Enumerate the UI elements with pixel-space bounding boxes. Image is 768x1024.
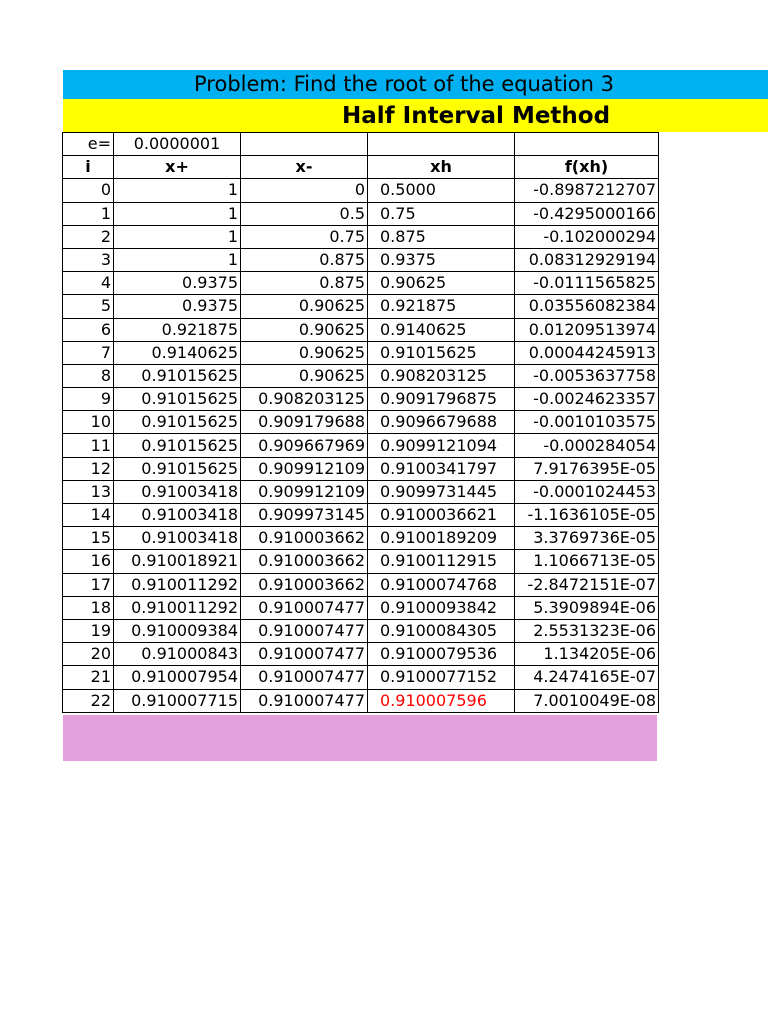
cell-i[interactable]: 19 (63, 619, 114, 642)
cell-i[interactable]: 15 (63, 527, 114, 550)
table-row (63, 411, 659, 434)
cell-xminus[interactable]: 0.910003662 (241, 527, 368, 550)
cell-i[interactable]: 22 (63, 689, 114, 712)
cell-xminus[interactable]: 0.910003662 (241, 573, 368, 596)
cell-xplus[interactable]: 0.91015625 (114, 457, 241, 480)
cell-xminus[interactable]: 0.90625 (241, 364, 368, 387)
cell-xminus[interactable]: 0.90625 (241, 295, 368, 318)
table-row (63, 341, 659, 364)
cell-xh[interactable]: 0.875 (368, 225, 515, 248)
cell-xminus[interactable]: 0.910007477 (241, 666, 368, 689)
cell-xminus[interactable]: 0.910007477 (241, 689, 368, 712)
cell-xh[interactable]: 0.9100077152 (368, 666, 515, 689)
cell-fxh[interactable]: -0.0111565825 (515, 272, 659, 295)
header-fxh[interactable]: f(xh) (515, 156, 659, 179)
cell-xplus[interactable]: 0.91015625 (114, 411, 241, 434)
cell-xminus[interactable]: 0.90625 (241, 318, 368, 341)
table-row (63, 480, 659, 503)
cell-i[interactable]: 12 (63, 457, 114, 480)
cell-i[interactable]: 4 (63, 272, 114, 295)
cell-i[interactable]: 1 (63, 202, 114, 225)
table-row (63, 643, 659, 666)
cell-fxh[interactable]: -0.000284054 (515, 434, 659, 457)
cell-fxh[interactable]: -0.4295000166 (515, 202, 659, 225)
cell-fxh[interactable]: 7.0010049E-08 (515, 689, 659, 712)
cell-xh[interactable]: 0.9100341797 (368, 457, 515, 480)
table-row (63, 248, 659, 271)
cell-fxh[interactable]: 2.5531323E-06 (515, 619, 659, 642)
cell-fxh[interactable]: -0.8987212707 (515, 179, 659, 202)
cell-xplus[interactable]: 0.910018921 (114, 550, 241, 573)
cell-xplus[interactable]: 1 (114, 225, 241, 248)
cell-xplus[interactable]: 0.91003418 (114, 504, 241, 527)
table-row (63, 318, 659, 341)
header-row (63, 156, 659, 179)
problem-banner (63, 70, 768, 99)
cell-i[interactable]: 6 (63, 318, 114, 341)
cell-xminus[interactable]: 0 (241, 179, 368, 202)
cell-xh[interactable]: 0.9375 (368, 248, 515, 271)
header-xplus[interactable]: x+ (114, 156, 241, 179)
cell-xplus[interactable]: 0.91015625 (114, 364, 241, 387)
table-row (63, 689, 659, 712)
cell-xminus[interactable]: 0.910007477 (241, 619, 368, 642)
table-row (63, 202, 659, 225)
cell-fxh[interactable]: -0.0024623357 (515, 388, 659, 411)
cell-xminus[interactable]: 0.910003662 (241, 550, 368, 573)
cell-fxh[interactable]: 5.3909894E-06 (515, 596, 659, 619)
cell-i[interactable]: 10 (63, 411, 114, 434)
method-title: Half Interval Method (342, 103, 611, 129)
cell-fxh[interactable]: 0.08312929194 (515, 248, 659, 271)
cell-xplus[interactable]: 0.9140625 (114, 341, 241, 364)
cell-xh[interactable]: 0.75 (368, 202, 515, 225)
cell-i[interactable]: 21 (63, 666, 114, 689)
method-banner (63, 99, 768, 132)
cell-fxh[interactable]: -2.8472151E-07 (515, 573, 659, 596)
cell-fxh[interactable]: 3.3769736E-05 (515, 527, 659, 550)
cell-xh[interactable]: 0.9099121094 (368, 434, 515, 457)
cell-xh[interactable]: 0.921875 (368, 295, 515, 318)
cell-fxh[interactable]: 1.1066713E-05 (515, 550, 659, 573)
cell-xminus[interactable]: 0.909179688 (241, 411, 368, 434)
cell-xh[interactable]: 0.910007596 (368, 689, 515, 712)
cell-fxh[interactable]: 0.00044245913 (515, 341, 659, 364)
epsilon-label[interactable]: e= (63, 133, 114, 156)
cell-xh[interactable]: 0.9099731445 (368, 480, 515, 503)
empty-cell[interactable] (515, 133, 659, 156)
cell-i[interactable]: 5 (63, 295, 114, 318)
table-row (63, 619, 659, 642)
table-row (63, 596, 659, 619)
cell-xh[interactable]: 0.9100189209 (368, 527, 515, 550)
header-xh[interactable]: xh (368, 156, 515, 179)
cell-xplus[interactable]: 0.910007715 (114, 689, 241, 712)
cell-xminus[interactable]: 0.875 (241, 248, 368, 271)
cell-i[interactable]: 17 (63, 573, 114, 596)
table-row (63, 364, 659, 387)
cell-xplus[interactable]: 0.91003418 (114, 480, 241, 503)
cell-xh[interactable]: 0.9100084305 (368, 619, 515, 642)
cell-xplus[interactable]: 0.91015625 (114, 388, 241, 411)
table-row (63, 527, 659, 550)
table-row (63, 434, 659, 457)
cell-xplus[interactable]: 1 (114, 179, 241, 202)
cell-xminus[interactable]: 0.909973145 (241, 504, 368, 527)
problem-title: Problem: Find the root of the equation 3 (194, 72, 614, 96)
cell-xminus[interactable]: 0.908203125 (241, 388, 368, 411)
cell-xplus[interactable]: 0.910007954 (114, 666, 241, 689)
cell-xplus[interactable]: 0.9375 (114, 272, 241, 295)
epsilon-row (63, 133, 659, 156)
cell-xh[interactable]: 0.91015625 (368, 341, 515, 364)
cell-xplus[interactable]: 1 (114, 248, 241, 271)
cell-i[interactable]: 0 (63, 179, 114, 202)
cell-xminus[interactable]: 0.909912109 (241, 480, 368, 503)
cell-xplus[interactable]: 0.910011292 (114, 573, 241, 596)
cell-fxh[interactable]: -0.0001024453 (515, 480, 659, 503)
cell-xminus[interactable]: 0.909667969 (241, 434, 368, 457)
cell-fxh[interactable]: 4.2474165E-07 (515, 666, 659, 689)
table-row (63, 225, 659, 248)
cell-xh[interactable]: 0.9100079536 (368, 643, 515, 666)
cell-xplus[interactable]: 0.9375 (114, 295, 241, 318)
cell-i[interactable]: 9 (63, 388, 114, 411)
table-row (63, 179, 659, 202)
cell-fxh[interactable]: -0.102000294 (515, 225, 659, 248)
cell-xminus[interactable]: 0.5 (241, 202, 368, 225)
cell-i[interactable]: 14 (63, 504, 114, 527)
cell-i[interactable]: 16 (63, 550, 114, 573)
table-row (63, 295, 659, 318)
cell-xh[interactable]: 0.9100036621 (368, 504, 515, 527)
cell-xminus[interactable]: 0.909912109 (241, 457, 368, 480)
cell-i[interactable]: 13 (63, 480, 114, 503)
table-row (63, 388, 659, 411)
header-xminus[interactable]: x- (241, 156, 368, 179)
cell-xh[interactable]: 0.9091796875 (368, 388, 515, 411)
cell-xh[interactable]: 0.9100112915 (368, 550, 515, 573)
footer-band (63, 715, 657, 761)
cell-xh[interactable]: 0.9100093842 (368, 596, 515, 619)
cell-xplus[interactable]: 1 (114, 202, 241, 225)
cell-fxh[interactable]: -0.0010103575 (515, 411, 659, 434)
cell-xminus[interactable]: 0.75 (241, 225, 368, 248)
epsilon-value[interactable]: 0.0000001 (114, 133, 241, 156)
cell-i[interactable]: 8 (63, 364, 114, 387)
cell-xminus[interactable]: 0.90625 (241, 341, 368, 364)
cell-i[interactable]: 3 (63, 248, 114, 271)
table-row (63, 666, 659, 689)
table-row (63, 504, 659, 527)
cell-fxh[interactable]: -0.0053637758 (515, 364, 659, 387)
cell-fxh[interactable]: 1.134205E-06 (515, 643, 659, 666)
cell-xh[interactable]: 0.9096679688 (368, 411, 515, 434)
cell-xh[interactable]: 0.90625 (368, 272, 515, 295)
cell-xplus[interactable]: 0.910011292 (114, 596, 241, 619)
cell-i[interactable]: 20 (63, 643, 114, 666)
cell-i[interactable]: 2 (63, 225, 114, 248)
cell-xh[interactable]: 0.5000 (368, 179, 515, 202)
cell-xplus[interactable]: 0.910009384 (114, 619, 241, 642)
cell-xminus[interactable]: 0.910007477 (241, 643, 368, 666)
table-row (63, 550, 659, 573)
cell-i[interactable]: 18 (63, 596, 114, 619)
cell-fxh[interactable]: 0.01209513974 (515, 318, 659, 341)
cell-i[interactable]: 11 (63, 434, 114, 457)
empty-cell[interactable] (241, 133, 368, 156)
cell-i[interactable]: 7 (63, 341, 114, 364)
cell-xminus[interactable]: 0.875 (241, 272, 368, 295)
header-i[interactable]: i (63, 156, 114, 179)
cell-fxh[interactable]: 0.03556082384 (515, 295, 659, 318)
cell-fxh[interactable]: -1.1636105E-05 (515, 504, 659, 527)
table-row (63, 272, 659, 295)
cell-xh[interactable]: 0.9140625 (368, 318, 515, 341)
cell-fxh[interactable]: 7.9176395E-05 (515, 457, 659, 480)
cell-xplus[interactable]: 0.91003418 (114, 527, 241, 550)
cell-xh[interactable]: 0.9100074768 (368, 573, 515, 596)
table-row (63, 457, 659, 480)
iteration-table (62, 132, 659, 713)
empty-cell[interactable] (368, 133, 515, 156)
cell-xplus[interactable]: 0.921875 (114, 318, 241, 341)
table-row (63, 573, 659, 596)
cell-xplus[interactable]: 0.91000843 (114, 643, 241, 666)
cell-xh[interactable]: 0.908203125 (368, 364, 515, 387)
cell-xminus[interactable]: 0.910007477 (241, 596, 368, 619)
cell-xplus[interactable]: 0.91015625 (114, 434, 241, 457)
